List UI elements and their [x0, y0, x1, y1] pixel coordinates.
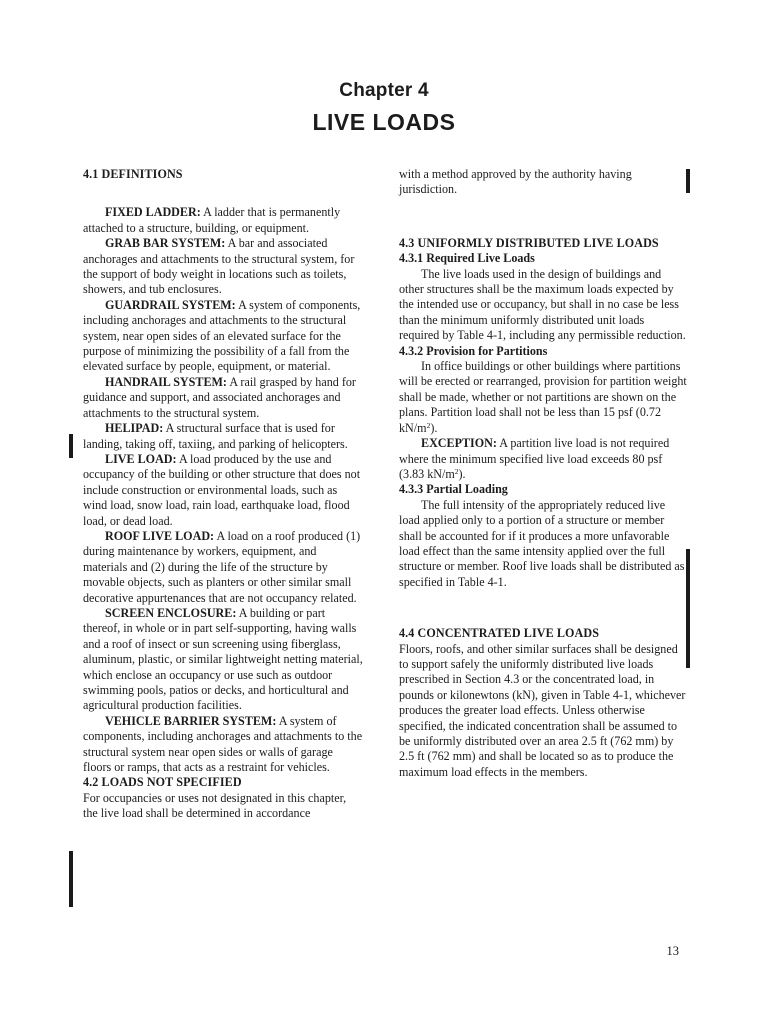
definition-handrail-system [83, 375, 363, 421]
definition-term: FIXED LADDER: [105, 205, 201, 220]
section-4-4-heading: 4.4 CONCENTRATED LIVE LOADS [399, 626, 600, 641]
change-bar-helipad [69, 434, 73, 458]
exception-text-end: ). [458, 466, 466, 481]
superscript: 2 [426, 420, 431, 430]
section-4-2-text: For occupancies or uses not designated in this chapter, the live load shall be determined in accordance [83, 790, 347, 821]
definitions-list [83, 205, 363, 775]
section-4-3-1-text: The live loads used in the design of buildings and other structures shall be the maximum loads expected by the intended use or occupancy, but shall in no case be less than the minimum uniformly distributed unit loads required by Table 4-1, including any permissible reduction. [399, 266, 686, 343]
definition-text: A system of components, including anchorages and attachments to the structural system near open sides or walls of garage floors or ramps, that acts as a restraint for vehicles. [83, 713, 363, 775]
definition-term: LIVE LOAD: [105, 451, 177, 466]
definition-term: GUARDRAIL SYSTEM: [105, 297, 236, 312]
definition-text: A rail grasped by hand for guidance and support, and associated anchorages and attachments to the structural system. [83, 374, 356, 420]
partition-text: In office buildings or other buildings where partitions will be erected or rearranged, provision for partition weight shall be made, whether or not partitions are shown on the plans. Partition load shall not be less than 15 psf (0.72 kN/m [399, 359, 687, 435]
definition-text: A building or part thereof, in whole or in part self-supporting, having walls and a roof of insect or sun screening using fiberglass, aluminum, plastic, or similar lightweight netting material, which enclose an occupancy or use such as outdoor swimming pools, patios or decks, and horticultural and agricultural production facilities. [83, 605, 363, 713]
exception-text: A partition live load is not required where the minimum specified live load exceeds 80 psf (3.83 kN/m [399, 436, 670, 481]
page-number: 13 [666, 944, 679, 958]
definition-fixed-ladder [83, 205, 363, 236]
section-4-3-2-heading: 4.3.2 Provision for Partitions [399, 343, 548, 358]
definition-roof-live-load [83, 529, 363, 606]
exception-label: EXCEPTION: [421, 436, 497, 451]
section-4-3-2-text [399, 359, 687, 436]
change-bar-section-4-2-continued [686, 169, 690, 193]
section-4-2-text-continued: with a method approved by the authority having jurisdiction. [399, 167, 632, 197]
section-4-2-heading: 4.2 LOADS NOT SPECIFIED [83, 775, 242, 790]
chapter-title: LIVE LOADS [312, 109, 456, 135]
definition-guardrail-system [83, 298, 363, 375]
definition-term: SCREEN ENCLOSURE: [105, 605, 237, 620]
definition-text: A bar and associated anchorages and attachments to the structural system, for the support of body weight in locations such as toilets, showers, and tub enclosures. [83, 236, 355, 297]
definition-live-load [83, 452, 363, 529]
section-4-3-3-text: The full intensity of the appropriately reduced live load applied only to a portion of a structure or member shall be accounted for if it produces a more unfavorable load effect than the same intensity applied over the full structure or member. Roof live loads shall be distributed as specified in Table 4-1. [399, 497, 685, 589]
chapter-label: Chapter 4 [339, 80, 429, 101]
partition-text-end: ). [430, 420, 438, 435]
definition-term: HELIPAD: [105, 421, 164, 436]
definition-term: HANDRAIL SYSTEM: [105, 374, 227, 389]
definition-screen-enclosure [83, 606, 363, 714]
superscript: 2 [454, 466, 459, 476]
partition-exception [399, 436, 687, 482]
definition-text: A system of components, including anchorages and attachments to the structural system, near open sides of an elevated surface for the purpose of minimizing the possibility of a fall from the elevated surface by people, equipment, or material. [83, 297, 361, 374]
definition-term: GRAB BAR SYSTEM: [105, 236, 226, 251]
change-bar-section-4-2 [69, 851, 73, 907]
definition-text: A load produced by the use and occupancy of the building or other structure that does not include construction or environmental loads, such as wind load, snow load, rain load, earthquake load, flood load, or dead load. [83, 451, 361, 528]
section-4-3-3-heading: 4.3.3 Partial Loading [399, 482, 508, 497]
definition-vehicle-barrier-system [83, 714, 363, 776]
definition-grab-bar-system [83, 236, 363, 298]
definition-helipad [83, 421, 363, 452]
right-column [399, 167, 687, 780]
section-4-3-heading: 4.3 UNIFORMLY DISTRIBUTED LIVE LOADS [399, 235, 659, 250]
change-bar-section-4-3-3 [686, 549, 690, 668]
section-4-4-text: Floors, roofs, and other similar surfaces shall be designed to support safely the uniformly distributed live loads prescribed in Section 4.3 or the concentrated load, in pounds or kilonewtons (kN), given in Table 4-1, whichever produces the greater load effects. Unless otherwise specified, the indicated concentration shall be assumed to be uniformly distributed over an area 2.5 ft (762 mm) by 2.5 ft (762 mm) and shall be located so as to produce the maximum load effects in the members. [399, 641, 686, 779]
definition-term: VEHICLE BARRIER SYSTEM: [105, 713, 277, 728]
definition-text: A ladder that is permanently attached to a structure, building, or equipment. [83, 205, 341, 235]
definition-text: A load on a roof produced (1) during maintenance by workers, equipment, and materials and (2) during the life of the structure by movable objects, such as planters or other similar small decorative appurtenances that are not occupancy related. [83, 528, 361, 605]
section-4-3-1-heading: 4.3.1 Required Live Loads [399, 251, 535, 266]
left-column [83, 167, 363, 822]
section-4-1-heading: 4.1 DEFINITIONS [83, 167, 183, 181]
definition-text: A structural surface that is used for landing, taking off, taxiing, and parking of helicopters. [83, 421, 348, 451]
definition-term: ROOF LIVE LOAD: [105, 528, 215, 543]
